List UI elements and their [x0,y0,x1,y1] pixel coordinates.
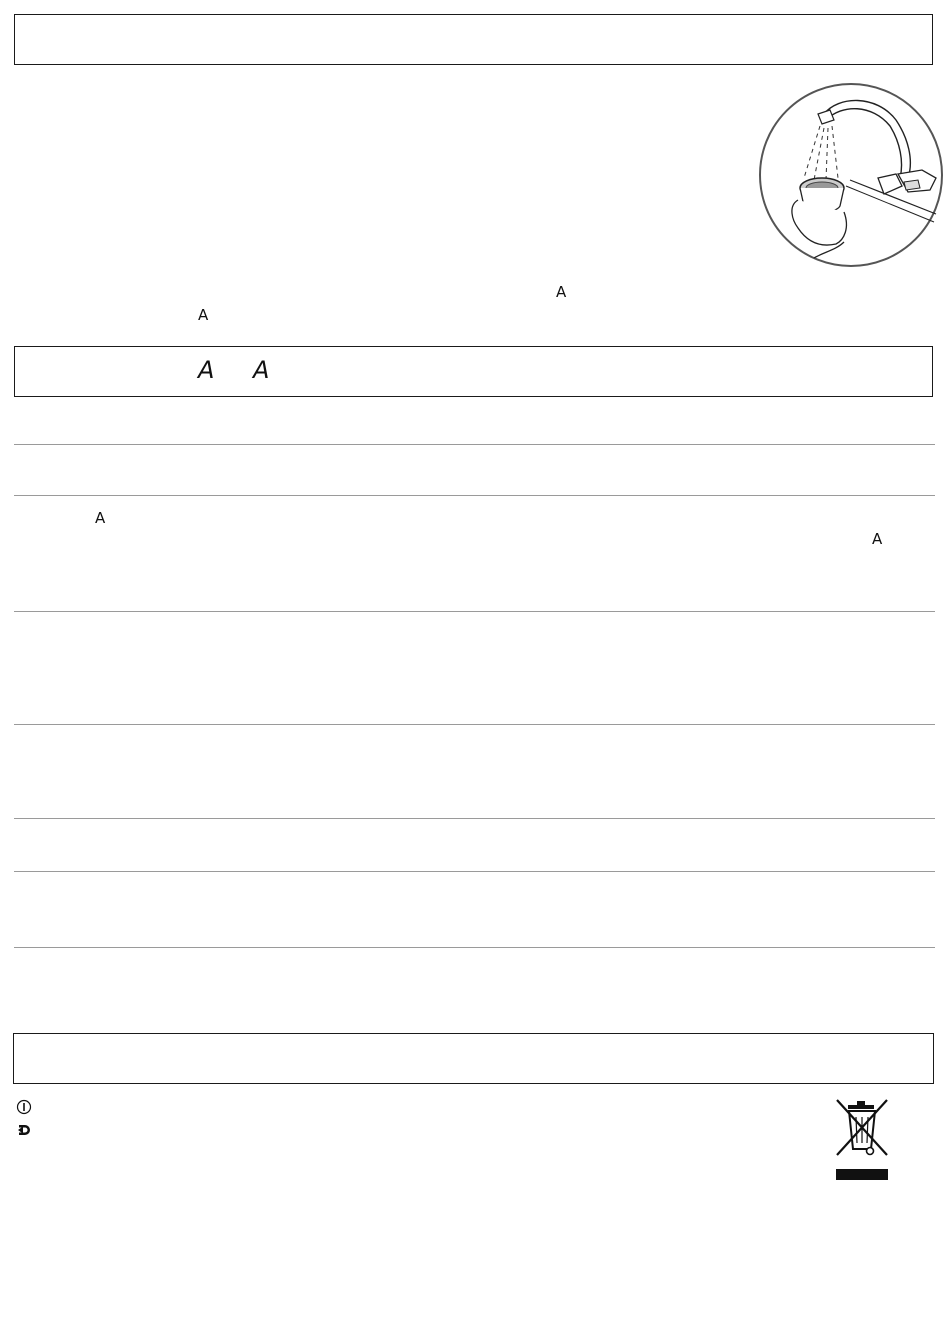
header-reference-letter-a: A [253,356,270,384]
faucet-aerator-illustration [758,82,944,268]
arrow-bullet-icon [16,1122,32,1138]
info-circle-icon [16,1099,32,1115]
table-row-divider [14,871,935,872]
crossed-out-wheelie-bin-icon [834,1097,890,1183]
reference-letter-a: A [872,530,883,548]
table-row-divider [14,947,935,948]
table-row-divider [14,818,935,819]
section-header-box-bottom [13,1033,934,1084]
section-header-box-middle [14,346,933,397]
table-row-divider [14,611,935,612]
header-reference-letter-a: A [198,356,215,384]
reference-letter-a: A [95,509,106,527]
table-row-divider [14,495,935,496]
reference-letter-a: A [198,306,209,324]
table-row-divider [14,444,935,445]
section-header-box-top [14,14,933,65]
table-row-divider [14,724,935,725]
reference-letter-a: A [556,283,567,301]
